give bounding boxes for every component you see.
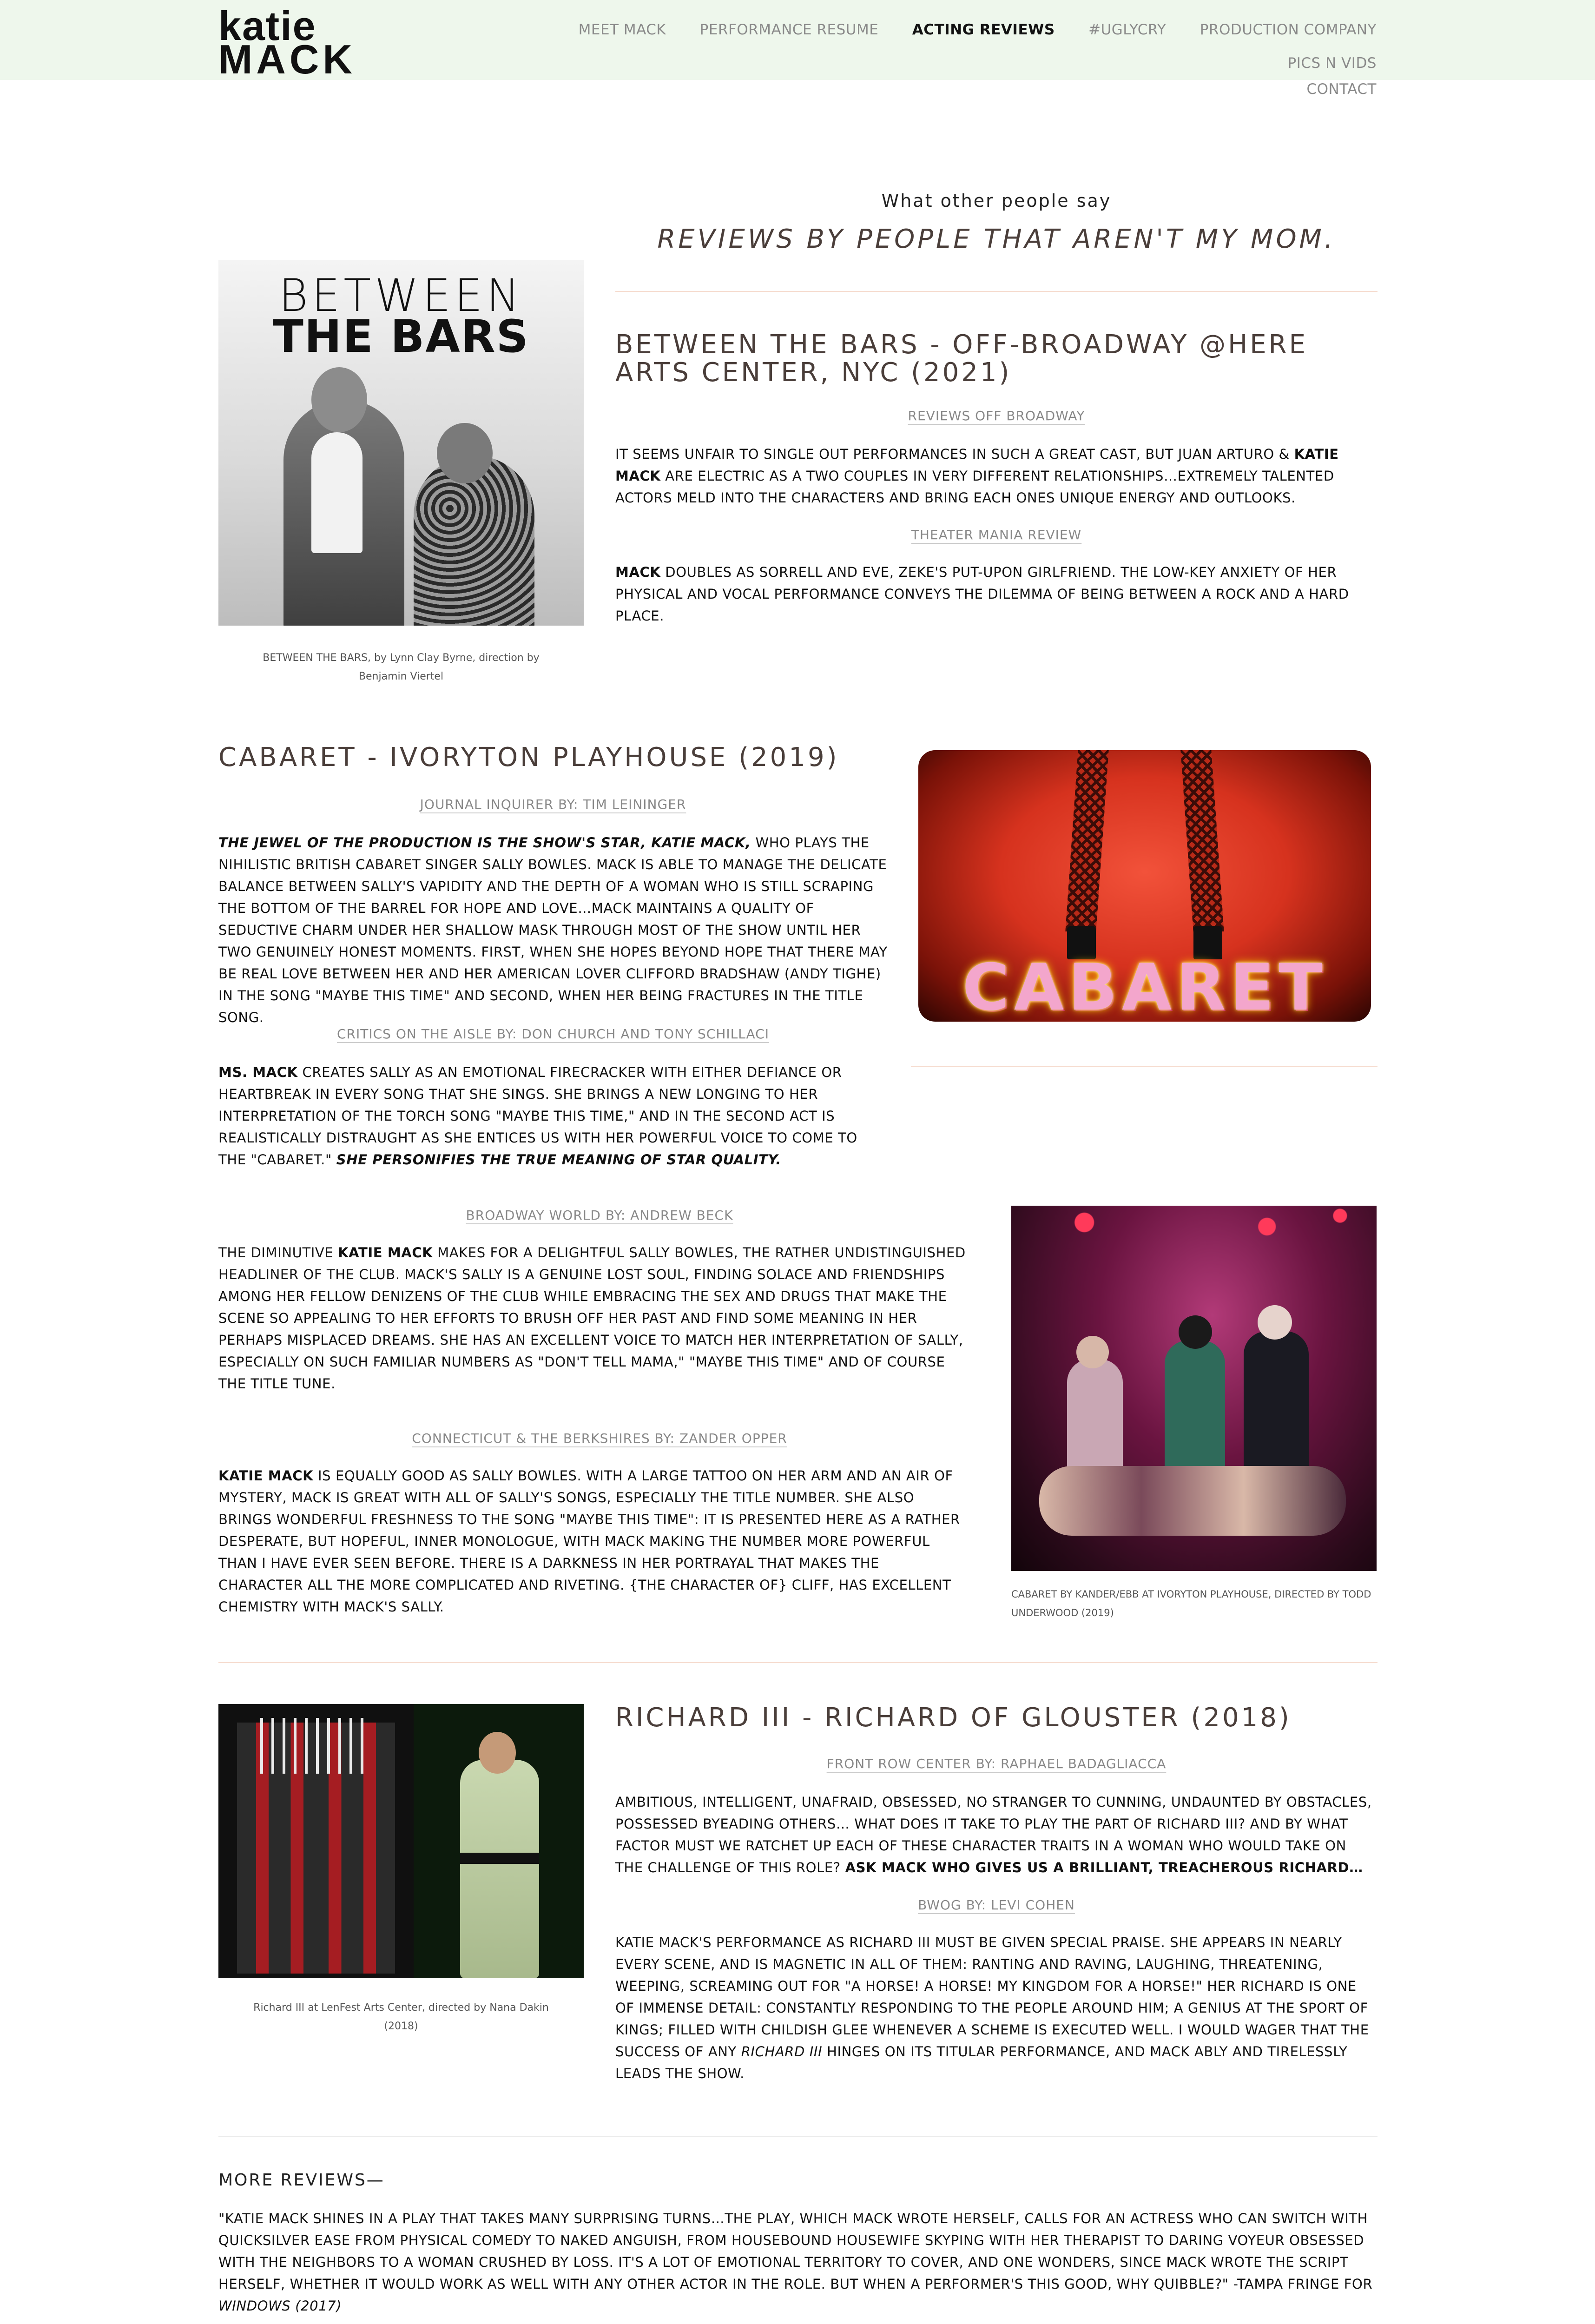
dancer-head xyxy=(1179,1315,1212,1349)
btb-source-1[interactable]: REVIEWS OFF BROADWAY xyxy=(908,408,1085,423)
nav-performance-resume[interactable]: PERFORMANCE RESUME xyxy=(699,21,879,38)
actor-shirt xyxy=(311,432,362,553)
cabaret-review-2 xyxy=(218,1062,888,1171)
review-text: WHO PLAYS THE NIHILISTIC BRITISH CABARET SINGER SALLY BOWLES. MACK IS ABLE TO MANAGE THE DELICATE BALANCE BETWEEN SALLY'S VAPIDITY AND THE DEPTH OF A WOMAN WHO IS STILL SCRAPING THE BOTTOM OF THE BARREL FOR HOPE AND LOVE…MACK MAINTAINS A QUALITY OF SEDUCTIVE CHARM UNDER HER SHALLOW MASK THROUGH MOST OF THE SHOW UNTIL HER TWO GENUINELY HONEST MOMENTS. FIRST, WHEN SHE HOPES BEYOND HOPE THAT THERE MAY BE REAL LOVE BETWEEN HER AND HER AMERICAN LOVER CLIFFORD BRADSHAW (ANDY TIGHE) IN THE SONG "MAYBE THIS TIME" AND SECOND, WHEN HER BEING FRACTURES IN THE TITLE SONG. xyxy=(218,835,888,1025)
dancer-figure xyxy=(1067,1359,1123,1480)
richard-review-1 xyxy=(615,1791,1378,1879)
logo-line-1: katie xyxy=(218,3,316,49)
review-bold: KATIE MACK xyxy=(615,446,1339,484)
btb-review-2 xyxy=(615,561,1378,627)
btb-source-2[interactable]: THEATER MANIA REVIEW xyxy=(911,527,1082,542)
nav-acting-reviews[interactable]: ACTING REVIEWS xyxy=(912,21,1055,38)
cabaret-source-3[interactable]: BROADWAY WORLD BY: ANDREW BECK xyxy=(466,1208,733,1223)
main-nav xyxy=(494,13,1377,99)
intro-kicker: What other people say xyxy=(881,191,1112,211)
review-text: IS EQUALLY GOOD AS SALLY BOWLES. WITH A LARGE TATTOO ON HER ARM AND AN AIR OF MYSTERY, MACK IS GREAT WITH ALL OF SALLY'S SONGS, ESPECIALLY THE TITLE NUMBER. SHE ALSO BRINGS WONDERFUL FRESHNESS TO THE SONG "MAYBE THIS TIME": IT IS PRESENTED HERE AS A RATHER DESPERATE, BUT HOPEFUL, INNER MONOLOGUE, WITH MACK MAKING THE NUMBER MORE POWERFUL THAN I HAVE EVER SEEN BEFORE. THERE IS A DARKNESS IN HER PORTRAYAL THAT MAKES THE CHARACTER ALL THE MORE COMPLICATED AND RIVETING. {THE CHARACTER OF} CLIFF, HAS EXCELLENT CHEMISTRY WITH MACK'S SALLY. xyxy=(218,1468,960,1615)
btb-heading: BETWEEN THE BARS - OFF-BROADWAY @HERE ARTS CENTER, NYC (2021) xyxy=(615,330,1308,388)
dancer-figure xyxy=(1165,1340,1225,1480)
review-bold: KATIE MACK xyxy=(218,1468,314,1484)
cabaret-source-1[interactable]: JOURNAL INQUIRER BY: TIM LEININGER xyxy=(420,797,686,812)
btb-review-1 xyxy=(615,443,1378,509)
review-text: IT SEEMS UNFAIR TO SINGLE OUT PERFORMANCES IN SUCH A GREAT CAST, BUT JUAN ARTURO & xyxy=(615,446,1294,462)
site-header xyxy=(0,0,1595,98)
review-italic: RICHARD III xyxy=(741,2044,823,2060)
review-bold: ASK MACK WHO GIVES US A BRILLIANT, TREACHEROUS RICHARD… xyxy=(845,1860,1363,1875)
dancer-head xyxy=(1258,1305,1292,1340)
more-reviews-heading: MORE REVIEWS— xyxy=(218,2171,385,2190)
review-bold-italic: SHE PERSONIFIES THE TRUE MEANING OF STAR QUALITY. xyxy=(336,1152,781,1168)
review-text: ARE ELECTRIC AS A TWO COUPLES IN VERY DIFFERENT RELATIONSHIPS…EXTREMELY TALENTED ACTORS MELD INTO THE CHARACTERS AND BRING EACH ONES UNIQUE ENERGY AND OUTLOOKS. xyxy=(615,468,1334,506)
review-text: AMBITIOUS, INTELLIGENT, UNAFRAID, OBSESSED, NO STRANGER TO CUNNING, UNDAUNTED BY OBSTACLES, POSSESSED BYEADING OTHERS… WHAT DOES IT TAKE TO PLAY THE PART OF RICHARD III? AND BY WHAT FACTOR MUST WE RATCHET UP EACH OF THESE CHARACTER TRAITS IN A WOMAN WHO WOULD TAKE ON THE CHALLENGE OF THIS ROLE? xyxy=(615,1794,1372,1875)
actor-head xyxy=(479,1732,516,1774)
between-the-bars-poster xyxy=(218,260,584,626)
actor-head xyxy=(311,367,367,432)
divider xyxy=(615,291,1378,292)
nav-contact[interactable]: CONTACT xyxy=(1306,81,1377,98)
logo-line-2: MACK xyxy=(218,36,356,83)
divider xyxy=(218,1662,1378,1663)
review-text: MAKES FOR A DELIGHTFUL SALLY BOWLES, THE RATHER UNDISTINGUISHED HEADLINER OF THE CLUB. MACK'S SALLY IS A GENUINE LOST SOUL, FINDING SOLACE AND FRIENDSHIPS AMONG HER FELLOW DENIZENS OF THE CLUB WHILE EMBRACING THE SEX AND DRUGS THAT MAKE THE SCENE SO APPEALING TO HER EFFORTS TO BRUSH OFF HER PAST AND FIND SOME MEANING IN HER PERHAPS MISPLACED DREAMS. SHE HAS AN EXCELLENT VOICE TO MATCH HER INTERPRETATION OF SALLY, ESPECIALLY ON SUCH FAMILIAR NUMBERS AS "DON'T TELL MAMA," "MAYBE THIS TIME" AND OF COURSE THE TITLE TUNE. xyxy=(218,1245,966,1392)
review-bold: KATIE MACK xyxy=(338,1245,433,1261)
review-bold: MS. MACK xyxy=(218,1064,298,1080)
review-text: THE DIMINUTIVE xyxy=(218,1245,338,1261)
richard-iii-photo xyxy=(218,1704,584,1978)
nav-pics-n-vids[interactable]: PICS N VIDS xyxy=(1287,55,1377,72)
cabaret-review-4 xyxy=(218,1465,967,1618)
dancer-figure xyxy=(1244,1331,1309,1480)
quote-text: "KATIE MACK SHINES IN A PLAY THAT TAKES MANY SURPRISING TURNS…THE PLAY, WHICH MACK WROTE HERSELF, CALLS FOR AN ACTRESS WHO CAN SWITCH WITH QUICKSILVER EASE FROM PHYSICAL COMEDY TO NAKED ANGUISH, FROM HOUSEBOUND HOUSEWIFE SKYPING WITH HER THERAPIST TO DARING VOYEUR OBSESSED WITH THE NEIGHBORS TO A WOMAN CRUSHED BY LOSS. IT'S A LOT OF EMOTIONAL TERRITORY TO COVER, AND ONE WONDERS, SINCE MACK WROTE THE SCRIPT HERSELF, WHETHER IT WOULD WORK AS WELL WITH ANY OTHER ACTOR IN THE ROLE. BUT WHEN A PERFORMER'S THIS GOOD, WHY QUIBBLE?" -TAMPA FRINGE FOR xyxy=(218,2211,1373,2292)
review-text: KATIE MACK'S PERFORMANCE AS RICHARD III MUST BE GIVEN SPECIAL PRAISE. SHE APPEARS IN NEARLY EVERY SCENE, AND IS MAGNETIC IN ALL OF THEM: RANTING AND RAVING, LAUGHING, THREATENING, WEEPING, SCREAMING OUT FOR "A HORSE! A HORSE! MY KINGDOM FOR A HORSE!" HER RICHARD IS ONE OF IMMENSE DETAIL: CONSTANTLY RESPONDING TO THE PEOPLE AROUND HIM; A GENIUS AT THE SPORT OF KINGS; FILLED WITH CHILDISH GLEE WHENEVER A SCHEME IS EXECUTED WELL. I WOULD WAGER THAT THE SUCCESS OF ANY xyxy=(615,1934,1369,2060)
divider xyxy=(911,1066,1378,1067)
nav-meet-mack[interactable]: MEET MACK xyxy=(578,21,666,38)
poster-title-1: BETWEEN xyxy=(278,270,524,322)
cabaret-stage-photo xyxy=(1011,1206,1377,1571)
cabaret-source-4[interactable]: CONNECTICUT & THE BERKSHIRES BY: ZANDER OPPER xyxy=(412,1431,787,1446)
cabaret-marquee: CABARET xyxy=(962,950,1327,1022)
poster-title-2: THE BARS xyxy=(273,310,529,363)
actor-figure xyxy=(460,1760,539,1978)
intro-headline: REVIEWS BY PEOPLE THAT AREN'T MY MOM. xyxy=(657,224,1336,254)
review-text: HINGES ON ITS TITULAR PERFORMANCE, AND MACK ABLY AND TIRELESSLY LEADS THE SHOW. xyxy=(615,2044,1348,2081)
btb-caption: BETWEEN THE BARS, by Lynn Clay Byrne, direction by Benjamin Viertel xyxy=(263,652,540,682)
cabaret-review-1 xyxy=(218,832,888,1029)
cabaret-review-3 xyxy=(218,1242,967,1395)
actor-belt xyxy=(460,1853,539,1864)
fishnet-leg xyxy=(1065,750,1108,931)
richard-source-2[interactable]: BWOG BY: LEVI COHEN xyxy=(918,1897,1075,1913)
more-quote-1 xyxy=(218,2208,1378,2317)
cabaret-poster xyxy=(918,750,1371,1022)
richard-source-1[interactable]: FRONT ROW CENTER BY: RAPHAEL BADAGLIACCA xyxy=(826,1756,1167,1771)
review-text: DOUBLES AS SORRELL AND EVE, ZEKE'S PUT-UPON GIRLFRIEND. THE LOW-KEY ANXIETY OF HER PHYSICAL AND VOCAL PERFORMANCE CONVEYS THE DILEMMA OF BEING BETWEEN A ROCK AND A HARD PLACE. xyxy=(615,564,1349,624)
quote-title: WINDOWS (2017) xyxy=(218,2298,342,2314)
review-bold: MACK xyxy=(615,564,661,580)
site-logo[interactable] xyxy=(218,3,356,83)
richard-heading: RICHARD III - RICHARD OF GLOUSTER (2018) xyxy=(615,1703,1292,1733)
richard-review-2 xyxy=(615,1932,1378,2085)
dancer-head xyxy=(1076,1336,1109,1368)
review-bold-italic: THE JEWEL OF THE PRODUCTION IS THE SHOW'S STAR, KATIE MACK, xyxy=(218,835,751,851)
fishnet-leg xyxy=(1180,750,1224,931)
cabaret-stage-caption: CABARET BY KANDER/EBB AT IVORYTON PLAYHOUSE, DIRECTED BY TODD UNDERWOOD (2019) xyxy=(1011,1589,1371,1618)
actress-head xyxy=(437,423,493,483)
stage-lights xyxy=(1011,1206,1377,1289)
nav-production-company[interactable]: PRODUCTION COMPANY xyxy=(1200,21,1377,38)
cabaret-heading: CABARET - IVORYTON PLAYHOUSE (2019) xyxy=(218,742,839,772)
ensemble-floor xyxy=(1039,1466,1346,1536)
cabaret-source-2[interactable]: CRITICS ON THE AISLE BY: DON CHURCH AND TONY SCHILLACI xyxy=(337,1026,769,1042)
nav-uglycry[interactable]: #UGLYCRY xyxy=(1088,21,1167,38)
crown-spikes xyxy=(260,1718,372,1774)
richard-caption: Richard III at LenFest Arts Center, directed by Nana Dakin (2018) xyxy=(253,2002,549,2032)
review-text: CREATES SALLY AS AN EMOTIONAL FIRECRACKER WITH EITHER DEFIANCE OR HEARTBREAK IN EVERY SONG THAT SHE SINGS. SHE BRINGS A NEW LONGING TO HER INTERPRETATION OF THE TORCH SONG "MAYBE THIS TIME," AND IN THE SECOND ACT IS REALISTICALLY DISTRAUGHT AS SHE ENTICES US WITH HER POWERFUL VOICE TO COME TO THE "CABARET." xyxy=(218,1064,857,1168)
divider xyxy=(218,2136,1378,2137)
